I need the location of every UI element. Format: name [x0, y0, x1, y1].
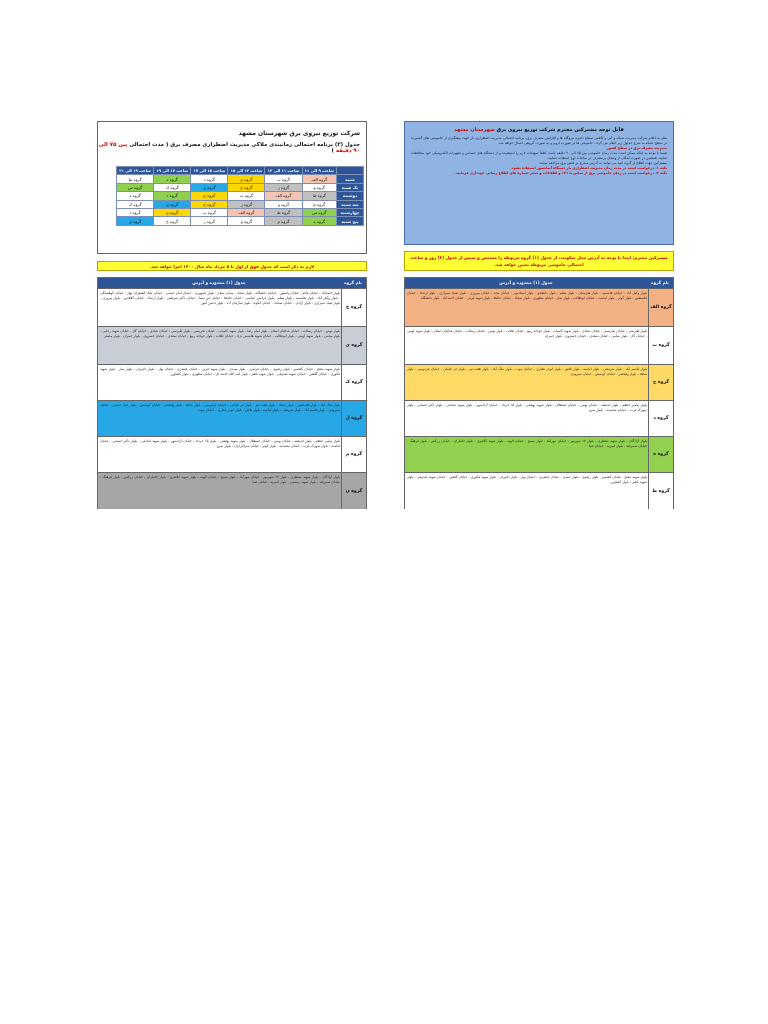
- group-cell: گروه ج: [228, 175, 265, 183]
- address-text: بلوار شهید مفتح - خیابان کشمیر - بلوار رضوی - بلوار سیدی - خیابان عنصری - خیابان بهار - بلوار دلاوران - بلوار شهید فکوری - خیابان گلشن - خیابان شهید صدوقی - بلوار شهید باهنر - بلوار کشاورز: [407, 475, 647, 484]
- group-cell: گروه الف: [228, 208, 265, 216]
- slot-header: ساعت ۹ الی ۱۱: [302, 167, 336, 175]
- table-row: [98, 288, 366, 326]
- address-text: بلوار پیامبر اعظم - بلوار اندیشه - خیابان بهمن - خیابان استقلال - بلوار شهید بهشتی - بلوار ۱۵ خرداد - خیابان آزادشهر - بلوار شهید صادقی - بلوار دکتر حسابی - بلوار شهرک غرب - خیابان محمدیه - بلوار سرو: [407, 403, 647, 412]
- address-text: بلوار آزادگان - بلوار شهید منتظری - بلوار ۱۷ شهریور - خیابان مهرآباد - بلوار بسیج - خیابان الهیه - بلوار شهید کلانتری - بلوار جانبازان - خیابان زرکش - بلوار فرهنگ - خیابان سمزقند - بلوار شهید رستمی - بلوار امیریه - خیابان صبا: [100, 475, 340, 484]
- group-cell: گروه ح: [228, 183, 265, 191]
- address-text: بلوار آزادگان - بلوار شهید منتظری - بلوار ۱۷ شهریور - خیابان مهرآباد - بلوار بسیج - خیابان الهیه - بلوار شهید کلانتری - بلوار جانبازان - خیابان زرکش - بلوار فرهنگ - خیابان سمرقند - بلوار امیریه - خیابان صبا: [407, 439, 647, 448]
- group-cell: گروه و: [228, 217, 265, 225]
- slot-header: ساعت ۱۹ الی ۲۱: [117, 167, 154, 175]
- slot-header: ساعت ۱۷ الی ۱۹: [154, 167, 191, 175]
- group-cell: گروه س: [117, 183, 154, 191]
- group-cell: گروه ک: [117, 200, 154, 208]
- address-text: بلوار طبرسی - خیابان نخریسی - خیابان عبادی - بلوار شهید کامیاب - بلوار خواجه ربیع - خیابان طلاب - بلوار توس - خیابان رسالت - خیابان فدائیان اسلام - بلوار شهید آوینی - خیابان گاز - بلوار میامی - خیابان سعدی - خیابان خسروی - بلوار چمران: [407, 329, 647, 338]
- address-table-header: [405, 278, 673, 288]
- group-cell: گروه ح: [154, 217, 191, 225]
- slot-header: ساعت ۱۱ الی ۱۳: [265, 167, 302, 175]
- schedule-header-row: [117, 167, 364, 175]
- group-cell: گروه ه: [154, 175, 191, 183]
- day-cell: پنج شنبه: [337, 217, 364, 225]
- schedule-note: لازم به ذکر است که جدول فوق از اول تا ۵ خرداد ماه سال ۱۴۰۰ اجرا خواهد شد.: [97, 261, 367, 271]
- schedule-title-b: ): [331, 148, 336, 154]
- day-cell: یک شنبه: [337, 183, 364, 191]
- address-text: بلوار قاسم آباد - بلوار شریعتی - بلوار امامیه - بلوار تلاش - بلوار ابوذر غفاری - خیابان نبوت - بلوار ملک آباد - بلوار هفت تیر - بلوار حر عاملی - خیابان فردوسی - بلوار شاهد - بلوار ولیعصر - خیابان کوشش - خیابان شیرودی: [407, 367, 647, 376]
- group-cell: گروه و: [302, 183, 336, 191]
- group-cell: گروه د: [154, 192, 191, 200]
- group-cell: گروه م: [302, 200, 336, 208]
- group-cell: گروه ز: [265, 183, 302, 191]
- table-row: [98, 436, 366, 472]
- group-cell: گروه الف: [302, 175, 336, 183]
- schedule-title-duration: بین ۷۵ الی ۹۰ دقیقه: [98, 142, 360, 154]
- group-label: گروه ح: [341, 289, 366, 326]
- group-cell: گروه د: [117, 208, 154, 216]
- day-col-header: [337, 167, 364, 175]
- schedule-panel: [97, 121, 367, 254]
- schedule-title-a: جدول (۳) برنامه احتمالی زمانبندی ملاکی مدیریت اضطراری مصرف برق ( مدت احتمالی: [127, 142, 360, 148]
- group-cell: گروه ی: [117, 217, 154, 225]
- group-cell: گروه د: [191, 175, 228, 183]
- info-panel: [404, 121, 674, 245]
- schedule-row: [117, 200, 364, 208]
- day-cell: چهارشنبه: [337, 208, 364, 216]
- schedule-row: [117, 175, 364, 183]
- info-title-a: قابل توجه مشترکین محترم شرکت توزیع نیروی برق: [494, 127, 624, 133]
- group-label: گروه م: [341, 437, 366, 472]
- table-row: [405, 326, 673, 364]
- table-row: [405, 364, 673, 400]
- group-label: گروه ی: [341, 327, 366, 364]
- schedule-row: [117, 217, 364, 225]
- group-cell: گروه ط: [302, 192, 336, 200]
- table-row: [98, 326, 366, 364]
- address-text: بلوار شهید مفتح - خیابان کشمیر - بلوار رضوی - خیابان فرامرز - بلوار سیدی - بلوار شهید قرنی - خیابان عنصری - خیابان بهار - بلوار دلاوران - بلوار نماز - بلوار شهید فکوری - خیابان گلشن - خیابان شهید صدوقی - بلوار شهید باهنر - بلوار آیت الله خامنه ای - خیابان مطهری - بلوار کشاورز: [100, 367, 340, 376]
- address-text: بلوار ملک آباد - بلوار فلسطین - بلوار سجاد - بلوار هفت تیر - بلوار حر عاملی - خیابان فردوسی - بلوار شاهد - بلوار ولیعصر - خیابان کوشش - بلوار عدل خمینی - خیابان شیرودی - بلوار قاسم آباد - بلوار شریعتی - بلوار امامیه - بلوار تلاش - بلوار ابوذر غفاری - خیابان نبوت: [100, 403, 340, 412]
- group-cell: گروه ز: [191, 217, 228, 225]
- group-label: گروه ن: [341, 473, 366, 509]
- group-label: گروه ک: [341, 365, 366, 400]
- info-title: [405, 127, 673, 133]
- group-label: گروه ه: [648, 437, 673, 472]
- group-label: گروه ل: [341, 401, 366, 436]
- info-paragraph: نظر به اعلام شرکت مدیریت شبکه و آبی و کاهش سطح ذخیره نیروگاه ها و افزایش مصرف برق، برنامه احتمالی مدیریت اضطراری بار جهت پیشگیری از خاموشی های گسترده در سطح شبکه به شرح جداول زیر اعلام می گردد. خاموشی ها در صورت لزوم و به صورت گروهی اعمال خواهد شد.: [411, 136, 667, 145]
- address-col-header: جدول (۱) محدوده و آدرس: [499, 280, 553, 285]
- group-cell: گروه ب: [191, 208, 228, 216]
- address-text: بلوار احمدآباد - خیابان قائم - خیابان پاستور - خیابان دانشگاه - بلوار سجاد - میدان سلام - بلوار جمهوری - خیابان امام خمینی - خیابان ملک الشعرای بهار - خیابان کوهسنگی - بلوار وکیل آباد - بلوار هاشمیه - بلوار معلم - بلوار فرامرز عباسی - خیابان حافظ - خیابان ابن سینا - خیابان دکتر شریعتی - بلوار ارشاد - خیابان کلاهدوز - بلوار پیروزی - بلوار صیاد شیرازی - بلوار آزادی - خیابان سناباد - خیابان آبکوه - بلوار سازمان آب - بلوار دانش آموز: [100, 291, 340, 305]
- slot-header: ساعت ۱۳ الی ۱۵: [228, 167, 265, 175]
- group-label: گروه ج: [648, 365, 673, 400]
- group-cell: گروه ز: [228, 200, 265, 208]
- info-note-2: نکته ۲: درخواست است در زمان خاموشی برق از تماس با ۱۲۱ و اطلاعات و سایر شماره های اطلاع رسانی خودداری فرمایید.: [454, 171, 667, 175]
- group-cell: گروه ط: [117, 175, 154, 183]
- group-label: گروه ب: [648, 327, 673, 364]
- schedule-row: [117, 192, 364, 200]
- table-row: [405, 288, 673, 326]
- group-cell: گروه ب: [265, 175, 302, 183]
- info-paragraph: ضمناً با توجه به اینکه ممکن است مدت زمان خاموشی بین ۷۵ الی ۹۰ دقیقه باشد، لطفاً تمهیدات لازم را اندیشیده و از دستگاه های حساس و تجهیزات الکترونیکی خود محافظت نمایید. همچنین در صورت امکان از وسایل پرمصرف در ساعات اوج استفاده ننمایید.: [411, 151, 667, 160]
- address-table-right: [404, 277, 674, 509]
- company-title: شرکت توزیع نیروی برق شهرستان مشهد: [238, 130, 360, 137]
- group-cell: گروه ط: [265, 208, 302, 216]
- schedule-row: [117, 183, 364, 191]
- group-cell: گروه و: [265, 200, 302, 208]
- info-title-city: شهرستان مشهد: [454, 127, 495, 133]
- table-row: [98, 472, 366, 509]
- address-table-left: [97, 277, 367, 509]
- address-text: بلوار پیامبر اعظم - بلوار اندیشه - خیابان بهمن - خیابان استقلال - بلوار شهید بهشتی - بلوار ۱۵ خرداد - خیابان آزادشهر - بلوار شهید صادقی - بلوار دکتر حسابی - خیابان امامت - بلوار شهرک غرب - خیابان محمدیه - بلوار کوثر - خیابان سرافرازان - بلوار سرو: [100, 439, 340, 448]
- table-row: [405, 436, 673, 472]
- day-cell: شنبه: [337, 175, 364, 183]
- group-col-header: نام گروه: [344, 280, 362, 285]
- table-row: [98, 364, 366, 400]
- address-table-header: [98, 278, 366, 288]
- table-row: [405, 400, 673, 436]
- info-paragraph: مشترکین جهت اطلاع از گروه خود می توانند به آدرس مندرج در قبض برق مراجعه نمایند.: [538, 161, 667, 165]
- group-cell: گروه ه: [302, 217, 336, 225]
- day-cell: سه شنبه: [337, 200, 364, 208]
- group-label: گروه ط: [648, 473, 673, 509]
- info-body: [411, 136, 667, 176]
- schedule-row: [117, 208, 364, 216]
- day-cell: دوشنبه: [337, 192, 364, 200]
- address-text: بلوار وکیل آباد - خیابان هاشمیه - بلوار هنرستان - بلوار معلم - بلوار دانشجو - بلوار استادیوم - خیابان مجد - خیابان پیروزی - بلوار صیاد شیرازی - بلوار ارشاد - خیابان فلسطین - بلوار کوثر - بلوار امامت - خیابان ابوطالب - بلوار نماز - خیابان مطهری - بلوار سجاد - خیابان حافظ - بلوار شهید قرنی - خیابان احمدآباد - بلوار دانشگاه: [407, 291, 647, 300]
- group-cell: گروه ح: [191, 200, 228, 208]
- group-cell: گروه الف: [265, 192, 302, 200]
- group-label: گروه د: [648, 401, 673, 436]
- group-label: گروه الف: [648, 289, 673, 326]
- info-highlight: مدیریت مصرف برق در سطح کشور: [606, 146, 667, 150]
- group-cell: گروه ب: [228, 192, 265, 200]
- address-text: بلوار توس - خیابان رسالت - خیابان فدائیان اسلام - بلوار امام رضا - بلوار شهید کامیاب - خیابان نخریسی - بلوار طبرسی - خیابان عبادی - خیابان گاز - خیابان شهید رجایی - بلوار میامی - بلوار شهید آوینی - بلوار ابوطالب - خیابان شهید هاشمی نژاد - خیابان طلاب - بلوار خواجه ربیع - خیابان سعدی - خیابان خسروی - بلوار چمران - بلوار مصلی: [100, 329, 340, 338]
- group-cell: گروه م: [265, 217, 302, 225]
- group-cell: گروه ج: [154, 208, 191, 216]
- group-cell: گروه ه: [117, 192, 154, 200]
- info-note-1: نکته ۱: درخواست است در مدت زمان مدیریت اضطراری بار دستگاه آسانسور استفاده نشود.: [510, 166, 667, 170]
- group-cell: گروه ج: [191, 192, 228, 200]
- schedule-title: [98, 142, 360, 154]
- address-col-header: جدول (۱) محدوده و آدرس: [192, 280, 246, 285]
- group-col-header: نام گروه: [651, 280, 669, 285]
- schedule-table: [116, 166, 364, 226]
- group-cell: گروه ک: [154, 183, 191, 191]
- table-row: [98, 400, 366, 436]
- group-cell: گروه ی: [154, 200, 191, 208]
- table-row: [405, 472, 673, 509]
- group-cell: گروه س: [302, 208, 336, 216]
- group-cell: گروه ی: [191, 183, 228, 191]
- slot-header: ساعت ۱۵ الی ۱۷: [191, 167, 228, 175]
- customer-note: مشترکین محترم: ابتدا با توجه به آدرس محل سکونت، از جدول (۱) گروه مربوطه را مشخص و سپس از جدول (۳) روز و ساعت احتمالی خاموشی مربوطه تعیین خواهد شد.: [404, 251, 674, 271]
